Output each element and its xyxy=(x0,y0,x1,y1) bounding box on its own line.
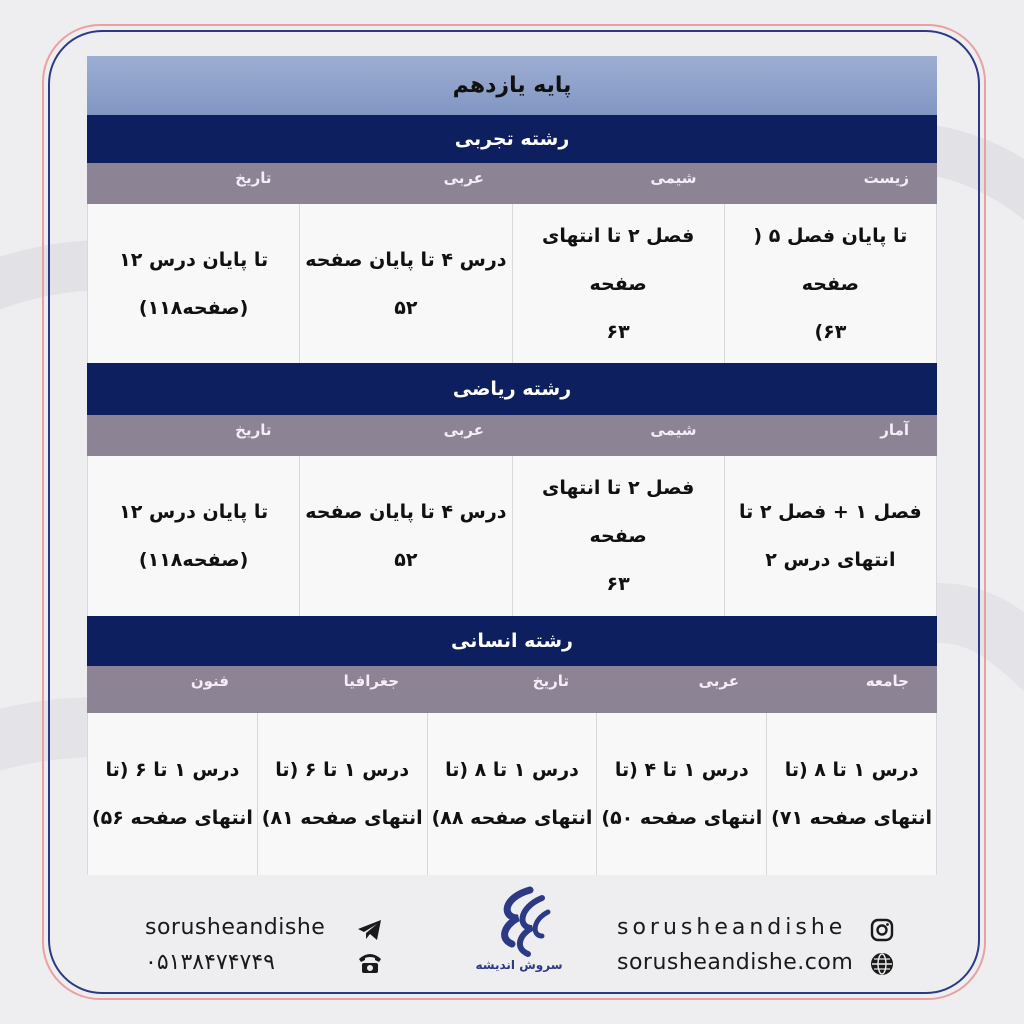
cell-line: ۶۳ xyxy=(606,573,630,595)
table-cell xyxy=(299,204,511,363)
instagram-handle[interactable]: sorusheandishe xyxy=(617,915,847,940)
section-title-riazi: رشته ریاضی xyxy=(87,363,937,415)
column-header: جامعه xyxy=(865,672,909,690)
cell-line: (صفحه۱۱۸) xyxy=(138,549,249,571)
cell-line: فصل ۱ + فصل ۲ تا xyxy=(739,501,922,523)
cell-line: درس ۱ تا ۶ (تا xyxy=(275,759,410,781)
page-title: پایه یازدهم xyxy=(87,56,937,115)
cell-line: درس ۴ تا پایان صفحه xyxy=(305,501,507,523)
column-header: فنون xyxy=(190,672,229,690)
globe-icon[interactable] xyxy=(869,951,895,977)
cell-line: انتهای صفحه ۸۱) xyxy=(261,807,423,829)
table-cell xyxy=(512,204,724,363)
schedule-sheet xyxy=(87,56,937,875)
column-header: شیمی xyxy=(650,421,697,439)
cell-line: ۶۳) xyxy=(814,320,847,343)
cell-line: درس ۱ تا ۶ (تا xyxy=(105,759,240,781)
section-header-row xyxy=(87,666,937,713)
table-cell xyxy=(766,713,936,875)
cell-line: تا پایان درس ۱۲ xyxy=(119,248,269,271)
section-header-row xyxy=(87,415,937,456)
cell-line: انتهای صفحه ۵۶) xyxy=(91,807,253,829)
cell-line: (صفحه۱۱۸) xyxy=(138,296,249,319)
column-header: تاریخ xyxy=(532,672,569,690)
section-body-row xyxy=(87,713,937,875)
phone-icon[interactable] xyxy=(357,950,383,976)
section-title-ensani: رشته انسانی xyxy=(87,616,937,666)
cell-line: فصل ۲ تا انتهای صفحه xyxy=(541,224,695,295)
cell-line: انتهای صفحه ۵۰) xyxy=(601,807,763,829)
cell-line: درس ۱ تا ۸ (تا xyxy=(784,759,919,781)
telegram-icon[interactable] xyxy=(357,917,383,943)
cell-line: ۵۲ xyxy=(394,296,418,319)
section-body-row xyxy=(87,204,937,363)
contact-footer xyxy=(87,900,937,990)
cell-line: ۵۲ xyxy=(394,549,418,571)
column-header: شیمی xyxy=(650,169,697,187)
table-cell xyxy=(724,456,936,616)
cell-line: تا پایان درس ۱۲ xyxy=(119,501,269,523)
cell-line: درس ۱ تا ۸ (تا xyxy=(445,759,579,781)
telegram-handle[interactable]: sorusheandishe xyxy=(145,915,326,940)
column-header: آمار xyxy=(880,421,909,439)
section-header-row xyxy=(87,163,937,204)
cell-line: تا پایان فصل ۵ ( صفحه xyxy=(753,224,908,295)
table-cell xyxy=(427,713,597,875)
cell-line: درس ۱ تا ۴ (تا xyxy=(614,759,749,781)
column-header: عربی xyxy=(443,421,484,439)
website-link[interactable]: sorusheandishe.com xyxy=(617,950,854,975)
cell-line: انتهای درس ۲ xyxy=(765,549,896,571)
cell-line: انتهای صفحه ۷۱) xyxy=(771,807,933,829)
section-title-tajrobi: رشته تجربی xyxy=(87,115,937,163)
column-header: عربی xyxy=(698,672,739,690)
cell-line: درس ۴ تا پایان صفحه xyxy=(305,248,507,271)
table-cell xyxy=(299,456,511,616)
cell-line: فصل ۲ تا انتهای صفحه xyxy=(541,477,695,547)
column-header: عربی xyxy=(443,169,484,187)
table-cell xyxy=(88,713,257,875)
table-cell xyxy=(88,204,299,363)
instagram-icon[interactable] xyxy=(869,917,895,943)
table-cell xyxy=(596,713,766,875)
column-header: تاریخ xyxy=(235,169,272,187)
table-cell xyxy=(257,713,427,875)
cell-line: ۶۳ xyxy=(606,320,630,343)
phone-number[interactable]: ۰۵۱۳۸۴۷۴۷۴۹ xyxy=(145,950,275,975)
column-header: زیست xyxy=(863,169,909,187)
section-body-row xyxy=(87,456,937,616)
table-cell xyxy=(512,456,724,616)
table-cell xyxy=(88,456,299,616)
logo-text: سروش اندیشه xyxy=(475,958,563,972)
cell-line: انتهای صفحه ۸۸) xyxy=(431,807,593,829)
table-cell xyxy=(724,204,936,363)
column-header: جغرافیا xyxy=(343,672,399,690)
column-header: تاریخ xyxy=(235,421,272,439)
